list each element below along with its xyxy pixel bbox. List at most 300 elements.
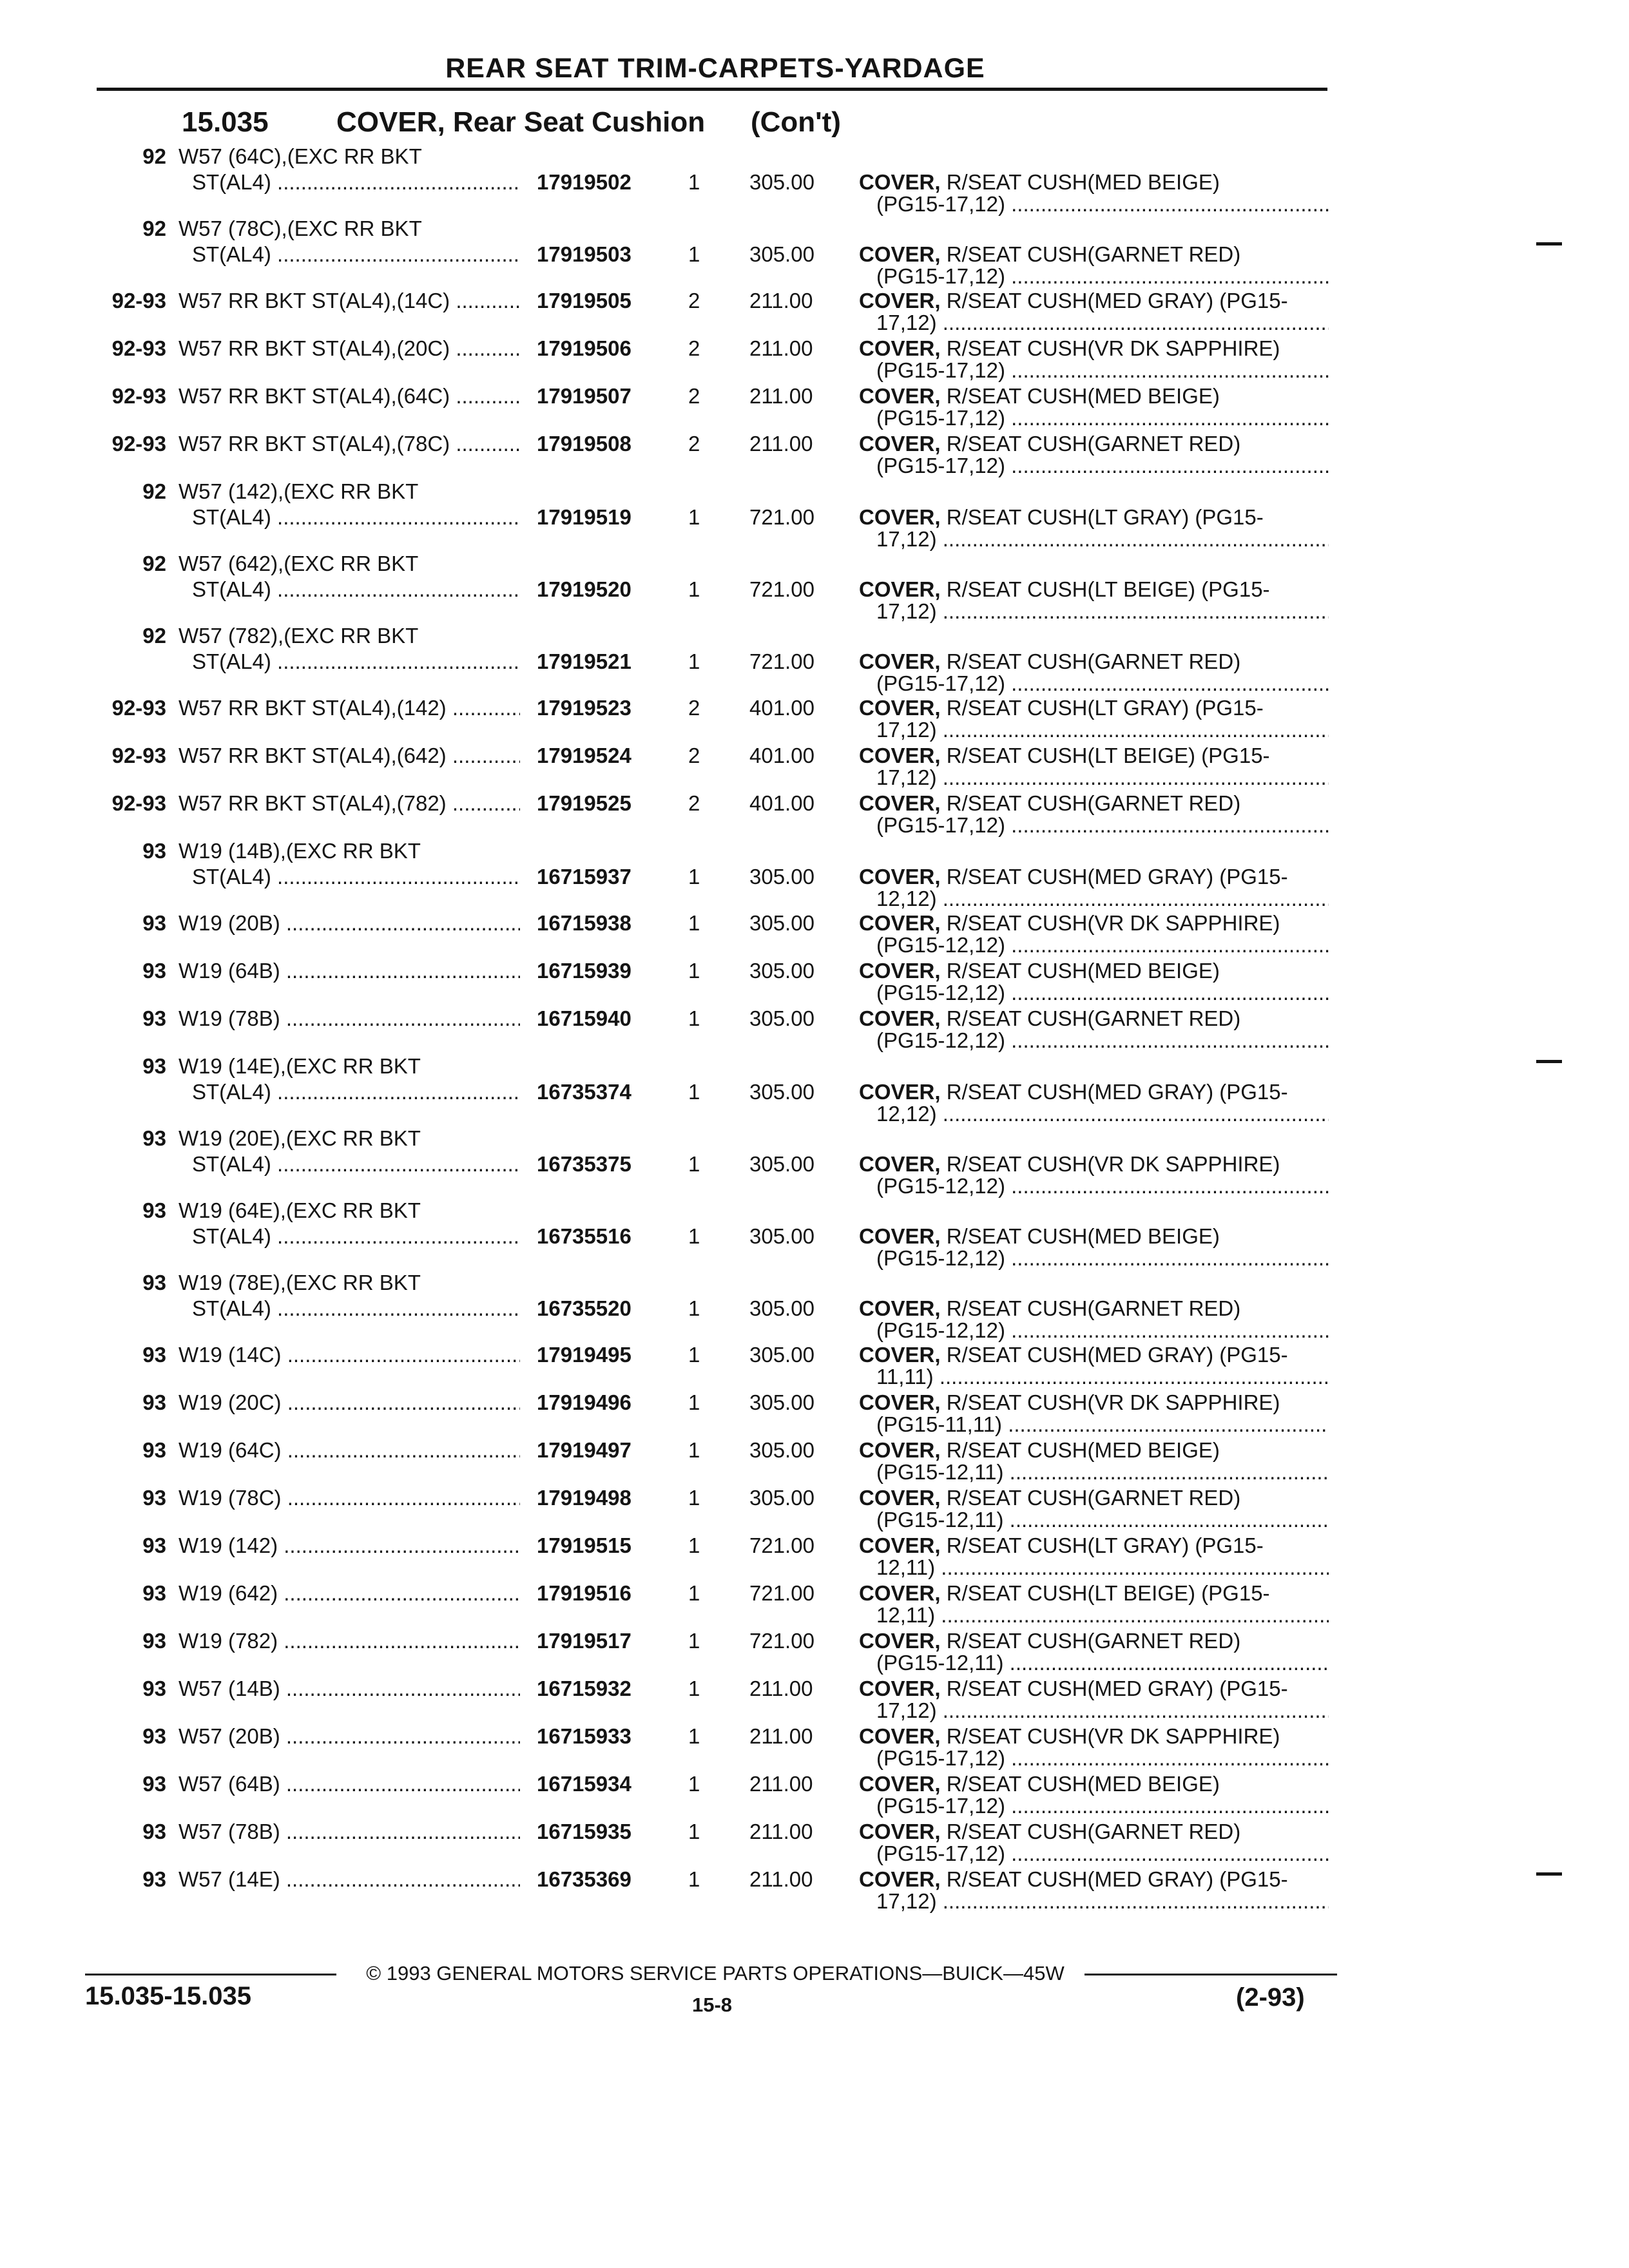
part-note-text: R/SEAT CUSH(MED GRAY) (PG15- — [940, 865, 1288, 889]
model-description-cont: ST(AL4) ..... — [192, 649, 521, 674]
model-description: W57 RR BKT ST(AL4),(78C) ..... — [178, 432, 520, 456]
quantity: 1 — [688, 1867, 700, 1891]
model-year: 93 — [142, 1581, 166, 1605]
model-year: 93 — [142, 1486, 166, 1510]
model-description: W19 (14E),(EXC RR BKT — [178, 1054, 421, 1078]
part-number: 16735375 — [537, 1152, 631, 1176]
part-note-cont: 17,12) ..... — [876, 718, 1329, 742]
part-note-text: R/SEAT CUSH(VR DK SAPPHIRE) — [940, 1152, 1280, 1176]
model-year: 93 — [142, 1772, 166, 1796]
part-note-cont: (PG15-17,12) ..... — [876, 264, 1329, 289]
part-note-label: COVER, — [859, 1486, 941, 1510]
model-year: 93 — [142, 1724, 166, 1748]
quantity: 1 — [688, 505, 700, 529]
model-description: W57 (64C),(EXC RR BKT — [178, 144, 422, 168]
list-price: 401.00 — [749, 696, 815, 720]
model-year: 93 — [142, 1390, 166, 1414]
list-price: 211.00 — [749, 432, 813, 456]
model-year: 92-93 — [111, 289, 166, 312]
part-note-label: COVER, — [859, 1867, 941, 1891]
model-description-cont: ST(AL4) ..... — [192, 505, 521, 530]
model-description: W57 (14B) ..... — [178, 1677, 520, 1701]
part-note-label: COVER, — [859, 1343, 941, 1367]
model-description: W57 (142),(EXC RR BKT — [178, 479, 419, 503]
quantity: 1 — [688, 1677, 700, 1700]
part-number: 17919525 — [537, 791, 631, 815]
part-note-text: R/SEAT CUSH(MED BEIGE) — [940, 170, 1220, 194]
quantity: 1 — [688, 1006, 700, 1030]
list-price: 305.00 — [749, 1080, 815, 1104]
part-number: 17919524 — [537, 744, 631, 767]
model-description: W19 (782) ..... — [178, 1629, 520, 1653]
quantity: 1 — [688, 1533, 700, 1557]
list-price: 401.00 — [749, 791, 815, 815]
part-note-label: COVER, — [859, 1390, 941, 1414]
part-number: 16715937 — [537, 865, 631, 889]
part-note — [859, 384, 1329, 408]
margin-mark — [1536, 242, 1562, 245]
quantity: 1 — [688, 1343, 700, 1367]
part-note-cont: (PG15-17,12) ..... — [876, 454, 1329, 478]
part-note-label: COVER, — [859, 1296, 941, 1320]
model-description: W19 (78E),(EXC RR BKT — [178, 1271, 421, 1294]
model-description: W57 (78B) ..... — [178, 1820, 520, 1844]
part-note-label: COVER, — [859, 289, 941, 312]
part-note-label: COVER, — [859, 1772, 941, 1796]
part-note — [859, 1224, 1329, 1249]
model-description: W19 (64B) ..... — [178, 959, 520, 983]
part-note — [859, 649, 1329, 674]
model-description: W19 (20C) ..... — [178, 1390, 520, 1415]
model-year: 93 — [142, 1006, 166, 1030]
page-title: REAR SEAT TRIM-CARPETS-YARDAGE — [445, 53, 985, 84]
model-year: 92-93 — [111, 744, 166, 767]
part-note-label: COVER, — [859, 577, 941, 601]
part-note-cont: (PG15-17,12) ..... — [876, 406, 1329, 430]
part-note — [859, 1772, 1329, 1796]
part-note-cont: (PG15-17,12) ..... — [876, 192, 1329, 216]
quantity: 1 — [688, 1152, 700, 1176]
quantity: 1 — [688, 649, 700, 673]
part-number: 16735374 — [537, 1080, 631, 1104]
part-note — [859, 1152, 1329, 1177]
part-note-text: R/SEAT CUSH(GARNET RED) — [940, 1820, 1241, 1843]
model-description: W19 (14C) ..... — [178, 1343, 520, 1367]
model-description: W57 (20B) ..... — [178, 1724, 520, 1749]
part-note — [859, 1867, 1329, 1892]
part-number: 16715940 — [537, 1006, 631, 1030]
model-description: W57 RR BKT ST(AL4),(64C) ..... — [178, 384, 520, 408]
part-note-text: R/SEAT CUSH(GARNET RED) — [940, 1486, 1241, 1510]
part-note-cont: 17,12) ..... — [876, 527, 1329, 552]
part-number: 17919521 — [537, 649, 631, 673]
part-note-text: R/SEAT CUSH(MED BEIGE) — [940, 1224, 1220, 1248]
margin-mark — [1536, 1060, 1562, 1063]
part-number: 16735369 — [537, 1867, 631, 1891]
part-note-text: R/SEAT CUSH(GARNET RED) — [940, 649, 1241, 673]
quantity: 1 — [688, 1581, 700, 1605]
model-description-cont: ST(AL4) ..... — [192, 1152, 521, 1177]
part-note-cont: (PG15-12,12) ..... — [876, 1318, 1329, 1343]
quantity: 1 — [688, 242, 700, 266]
part-note-label: COVER, — [859, 170, 941, 194]
part-note-label: COVER, — [859, 384, 941, 408]
part-note-label: COVER, — [859, 744, 941, 767]
list-price: 401.00 — [749, 744, 815, 767]
quantity: 1 — [688, 865, 700, 889]
part-note-label: COVER, — [859, 959, 941, 983]
part-note-text: R/SEAT CUSH(VR DK SAPPHIRE) — [940, 911, 1280, 935]
model-year: 93 — [142, 1533, 166, 1557]
part-number: 16715934 — [537, 1772, 631, 1796]
part-number: 17919498 — [537, 1486, 631, 1510]
part-note-label: COVER, — [859, 1224, 941, 1248]
part-note-text: R/SEAT CUSH(GARNET RED) — [940, 1629, 1241, 1653]
list-price: 305.00 — [749, 959, 815, 983]
part-note-text: R/SEAT CUSH(MED BEIGE) — [940, 959, 1220, 983]
part-note-text: R/SEAT CUSH(GARNET RED) — [940, 791, 1241, 815]
part-note-label: COVER, — [859, 1820, 941, 1843]
list-price: 721.00 — [749, 577, 815, 601]
part-note-label: COVER, — [859, 865, 941, 889]
part-note-cont: (PG15-12,12) ..... — [876, 1174, 1329, 1198]
part-note-cont: 17,12) ..... — [876, 311, 1329, 335]
model-description: W19 (64E),(EXC RR BKT — [178, 1198, 421, 1222]
list-price: 305.00 — [749, 1343, 815, 1367]
model-description: W57 (782),(EXC RR BKT — [178, 624, 419, 648]
part-note-cont: (PG15-12,11) ..... — [876, 1508, 1329, 1532]
quantity: 2 — [688, 432, 700, 456]
list-price: 305.00 — [749, 911, 815, 935]
model-description-cont: ST(AL4) ..... — [192, 170, 521, 195]
model-description: W19 (142) ..... — [178, 1533, 520, 1558]
part-number: 17919523 — [537, 696, 631, 720]
model-description: W57 RR BKT ST(AL4),(782) ..... — [178, 791, 520, 816]
part-note-text: R/SEAT CUSH(LT BEIGE) (PG15- — [940, 1581, 1270, 1605]
part-note-cont: (PG15-17,12) ..... — [876, 813, 1329, 838]
list-price: 721.00 — [749, 505, 815, 529]
part-note-label: COVER, — [859, 649, 941, 673]
part-note-text: R/SEAT CUSH(LT GRAY) (PG15- — [940, 696, 1264, 720]
model-description: W19 (642) ..... — [178, 1581, 520, 1606]
part-note-text: R/SEAT CUSH(MED GRAY) (PG15- — [940, 1080, 1288, 1104]
model-description: W19 (20E),(EXC RR BKT — [178, 1126, 421, 1150]
model-year: 93 — [142, 959, 166, 983]
part-note-cont: 12,12) ..... — [876, 887, 1329, 911]
part-note — [859, 1581, 1329, 1606]
quantity: 1 — [688, 1486, 700, 1510]
quantity: 1 — [688, 1724, 700, 1748]
model-description-cont: ST(AL4) ..... — [192, 1080, 521, 1104]
model-year: 93 — [142, 1867, 166, 1891]
model-year: 93 — [142, 1438, 166, 1462]
part-note-label: COVER, — [859, 1152, 941, 1176]
part-note — [859, 1438, 1329, 1463]
part-note — [859, 1296, 1329, 1321]
model-description: W57 RR BKT ST(AL4),(642) ..... — [178, 744, 520, 768]
part-note-cont: (PG15-12,11) ..... — [876, 1460, 1329, 1485]
model-description-cont: ST(AL4) ..... — [192, 865, 521, 889]
part-number: 16715939 — [537, 959, 631, 983]
footer-rule-left — [85, 1974, 336, 1975]
part-note — [859, 911, 1329, 936]
section-heading — [0, 106, 1629, 145]
quantity: 2 — [688, 744, 700, 767]
footer-page-number: 15-8 — [691, 1994, 733, 2016]
part-note — [859, 744, 1329, 768]
part-note-text: R/SEAT CUSH(LT BEIGE) (PG15- — [940, 577, 1270, 601]
part-note-label: COVER, — [859, 791, 941, 815]
footer-section-range: 15.035-15.035 — [85, 1982, 252, 2010]
model-description: W19 (78B) ..... — [178, 1006, 520, 1031]
quantity: 2 — [688, 384, 700, 408]
part-note-text: R/SEAT CUSH(VR DK SAPPHIRE) — [940, 336, 1280, 360]
model-year: 92-93 — [111, 432, 166, 456]
part-number: 16715933 — [537, 1724, 631, 1748]
model-year: 93 — [142, 1198, 166, 1222]
part-note-cont: (PG15-12,12) ..... — [876, 981, 1329, 1005]
model-year: 92-93 — [111, 384, 166, 408]
part-note-cont: (PG15-17,12) ..... — [876, 358, 1329, 383]
quantity: 1 — [688, 911, 700, 935]
list-price: 721.00 — [749, 1629, 815, 1653]
part-note — [859, 505, 1329, 530]
part-number: 17919496 — [537, 1390, 631, 1414]
part-note — [859, 1343, 1329, 1367]
quantity: 1 — [688, 1080, 700, 1104]
model-year: 93 — [142, 1677, 166, 1700]
quantity: 1 — [688, 1296, 700, 1320]
part-number: 17919505 — [537, 289, 631, 312]
model-description: W57 (14E) ..... — [178, 1867, 520, 1892]
part-note-text: R/SEAT CUSH(MED BEIGE) — [940, 1438, 1220, 1462]
quantity: 1 — [688, 1390, 700, 1414]
model-year: 93 — [142, 1343, 166, 1367]
part-note-label: COVER, — [859, 1677, 941, 1700]
part-note — [859, 1080, 1329, 1104]
part-note — [859, 865, 1329, 889]
model-year: 92-93 — [111, 791, 166, 815]
model-year: 92 — [142, 144, 166, 168]
part-note-label: COVER, — [859, 336, 941, 360]
model-year: 93 — [142, 1271, 166, 1294]
model-year: 93 — [142, 839, 166, 863]
part-note — [859, 1820, 1329, 1844]
model-year: 92-93 — [111, 336, 166, 360]
part-number: 17919517 — [537, 1629, 631, 1653]
list-price: 211.00 — [749, 1867, 813, 1891]
part-note-cont: (PG15-17,12) ..... — [876, 671, 1329, 696]
part-note-label: COVER, — [859, 1629, 941, 1653]
model-description: W19 (14B),(EXC RR BKT — [178, 839, 421, 863]
part-note — [859, 336, 1329, 361]
part-note-text: R/SEAT CUSH(GARNET RED) — [940, 1006, 1241, 1030]
part-note-cont: 17,12) ..... — [876, 599, 1329, 624]
part-note-cont: 12,11) ..... — [876, 1555, 1329, 1580]
part-note-label: COVER, — [859, 1533, 941, 1557]
part-note-text: R/SEAT CUSH(LT GRAY) (PG15- — [940, 1533, 1264, 1557]
part-note-label: COVER, — [859, 1080, 941, 1104]
part-note-label: COVER, — [859, 1724, 941, 1748]
quantity: 1 — [688, 170, 700, 194]
model-description: W19 (20B) ..... — [178, 911, 520, 936]
part-note-cont: 12,11) ..... — [876, 1603, 1329, 1628]
part-note-cont: 17,12) ..... — [876, 1698, 1329, 1723]
model-description: W57 RR BKT ST(AL4),(14C) ..... — [178, 289, 520, 313]
list-price: 211.00 — [749, 336, 813, 360]
quantity: 2 — [688, 289, 700, 312]
part-note-cont: 17,12) ..... — [876, 1889, 1329, 1914]
part-number: 17919497 — [537, 1438, 631, 1462]
list-price: 211.00 — [749, 1820, 813, 1843]
part-note-cont: (PG15-17,12) ..... — [876, 1794, 1329, 1818]
model-description: W57 (78C),(EXC RR BKT — [178, 216, 422, 240]
header-rule — [97, 88, 1327, 91]
part-number: 16715932 — [537, 1677, 631, 1700]
part-note-label: COVER, — [859, 505, 941, 529]
model-year: 92-93 — [111, 696, 166, 720]
part-number: 16735520 — [537, 1296, 631, 1320]
part-note — [859, 1629, 1329, 1653]
part-number: 17919516 — [537, 1581, 631, 1605]
margin-mark — [1536, 1872, 1562, 1876]
part-number: 17919515 — [537, 1533, 631, 1557]
part-note-cont: (PG15-12,12) ..... — [876, 933, 1329, 957]
model-year: 93 — [142, 1126, 166, 1150]
model-description: W57 (64B) ..... — [178, 1772, 520, 1796]
model-description-cont: ST(AL4) ..... — [192, 1296, 521, 1321]
part-note-text: R/SEAT CUSH(MED BEIGE) — [940, 384, 1220, 408]
part-note-text: R/SEAT CUSH(MED BEIGE) — [940, 1772, 1220, 1796]
part-note-text: R/SEAT CUSH(GARNET RED) — [940, 1296, 1241, 1320]
part-note-label: COVER, — [859, 242, 941, 266]
list-price: 305.00 — [749, 1006, 815, 1030]
part-note-text: R/SEAT CUSH(LT GRAY) (PG15- — [940, 505, 1264, 529]
quantity: 1 — [688, 1772, 700, 1796]
model-year: 92 — [142, 624, 166, 648]
part-note-text: R/SEAT CUSH(GARNET RED) — [940, 242, 1241, 266]
footer-copyright: © 1993 GENERAL MOTORS SERVICE PARTS OPERATIONS—BUICK—45W — [366, 1962, 1065, 1984]
quantity: 1 — [688, 1629, 700, 1653]
model-year: 93 — [142, 1629, 166, 1653]
model-description: W57 RR BKT ST(AL4),(142) ..... — [178, 696, 520, 720]
part-note-text: R/SEAT CUSH(MED GRAY) (PG15- — [940, 1867, 1288, 1891]
list-price: 211.00 — [749, 289, 813, 312]
section-number: 15.035 — [182, 106, 269, 138]
part-note-label: COVER, — [859, 1006, 941, 1030]
list-price: 305.00 — [749, 865, 815, 889]
part-number: 16735516 — [537, 1224, 631, 1248]
part-note — [859, 1390, 1329, 1415]
quantity: 2 — [688, 696, 700, 720]
part-note — [859, 242, 1329, 267]
part-number: 17919519 — [537, 505, 631, 529]
part-note-cont: 11,11) ..... — [876, 1365, 1329, 1389]
part-number: 17919495 — [537, 1343, 631, 1367]
part-note-text: R/SEAT CUSH(MED GRAY) (PG15- — [940, 289, 1288, 312]
quantity: 1 — [688, 1820, 700, 1843]
model-description: W57 RR BKT ST(AL4),(20C) ..... — [178, 336, 520, 361]
list-price: 211.00 — [749, 1772, 813, 1796]
model-year: 92 — [142, 552, 166, 575]
part-note-label: COVER, — [859, 696, 941, 720]
list-price: 305.00 — [749, 242, 815, 266]
part-note — [859, 1006, 1329, 1031]
list-price: 721.00 — [749, 649, 815, 673]
quantity: 2 — [688, 336, 700, 360]
list-price: 305.00 — [749, 1296, 815, 1320]
footer-date: (2-93) — [1236, 1983, 1305, 2012]
part-number: 17919520 — [537, 577, 631, 601]
part-note-label: COVER, — [859, 432, 941, 456]
part-note-label: COVER, — [859, 1438, 941, 1462]
model-description: W19 (64C) ..... — [178, 1438, 520, 1463]
part-note — [859, 1724, 1329, 1749]
section-title: COVER, Rear Seat Cushion — [336, 106, 706, 138]
model-year: 93 — [142, 1054, 166, 1078]
part-note — [859, 959, 1329, 983]
part-note-label: COVER, — [859, 911, 941, 935]
list-price: 211.00 — [749, 1724, 813, 1748]
part-number: 16715938 — [537, 911, 631, 935]
part-note-cont: (PG15-17,12) ..... — [876, 1746, 1329, 1771]
model-description: W57 (642),(EXC RR BKT — [178, 552, 419, 575]
model-year: 93 — [142, 1820, 166, 1843]
part-note — [859, 1677, 1329, 1701]
part-number: 17919507 — [537, 384, 631, 408]
part-note-label: COVER, — [859, 1581, 941, 1605]
part-number: 17919503 — [537, 242, 631, 266]
part-note-cont: (PG15-17,12) ..... — [876, 1841, 1329, 1866]
part-note — [859, 791, 1329, 816]
part-note — [859, 289, 1329, 313]
list-price: 721.00 — [749, 1533, 815, 1557]
list-price: 721.00 — [749, 1581, 815, 1605]
quantity: 2 — [688, 791, 700, 815]
part-note — [859, 577, 1329, 602]
part-note — [859, 1486, 1329, 1510]
list-price: 211.00 — [749, 384, 813, 408]
part-number: 17919506 — [537, 336, 631, 360]
section-continued: (Con't) — [751, 106, 841, 138]
part-note-cont: (PG15-12,12) ..... — [876, 1246, 1329, 1271]
model-description-cont: ST(AL4) ..... — [192, 1224, 521, 1249]
list-price: 305.00 — [749, 1438, 815, 1462]
list-price: 305.00 — [749, 1486, 815, 1510]
list-price: 305.00 — [749, 1152, 815, 1176]
part-note-text: R/SEAT CUSH(VR DK SAPPHIRE) — [940, 1724, 1280, 1748]
part-note — [859, 1533, 1329, 1558]
part-note-text: R/SEAT CUSH(MED GRAY) (PG15- — [940, 1677, 1288, 1700]
part-note-cont: (PG15-11,11) ..... — [876, 1412, 1329, 1437]
part-note-cont: (PG15-12,11) ..... — [876, 1651, 1329, 1675]
footer-rule-right — [1084, 1974, 1337, 1975]
model-description-cont: ST(AL4) ..... — [192, 577, 521, 602]
quantity: 1 — [688, 577, 700, 601]
quantity: 1 — [688, 1438, 700, 1462]
part-note-text: R/SEAT CUSH(VR DK SAPPHIRE) — [940, 1390, 1280, 1414]
list-price: 305.00 — [749, 170, 815, 194]
part-note-text: R/SEAT CUSH(MED GRAY) (PG15- — [940, 1343, 1288, 1367]
part-note-cont: 17,12) ..... — [876, 765, 1329, 790]
model-year: 92 — [142, 216, 166, 240]
part-note-cont: 12,12) ..... — [876, 1102, 1329, 1126]
part-note-text: R/SEAT CUSH(LT BEIGE) (PG15- — [940, 744, 1270, 767]
part-note — [859, 432, 1329, 456]
model-description: W19 (78C) ..... — [178, 1486, 520, 1510]
list-price: 211.00 — [749, 1677, 813, 1700]
model-year: 93 — [142, 911, 166, 935]
